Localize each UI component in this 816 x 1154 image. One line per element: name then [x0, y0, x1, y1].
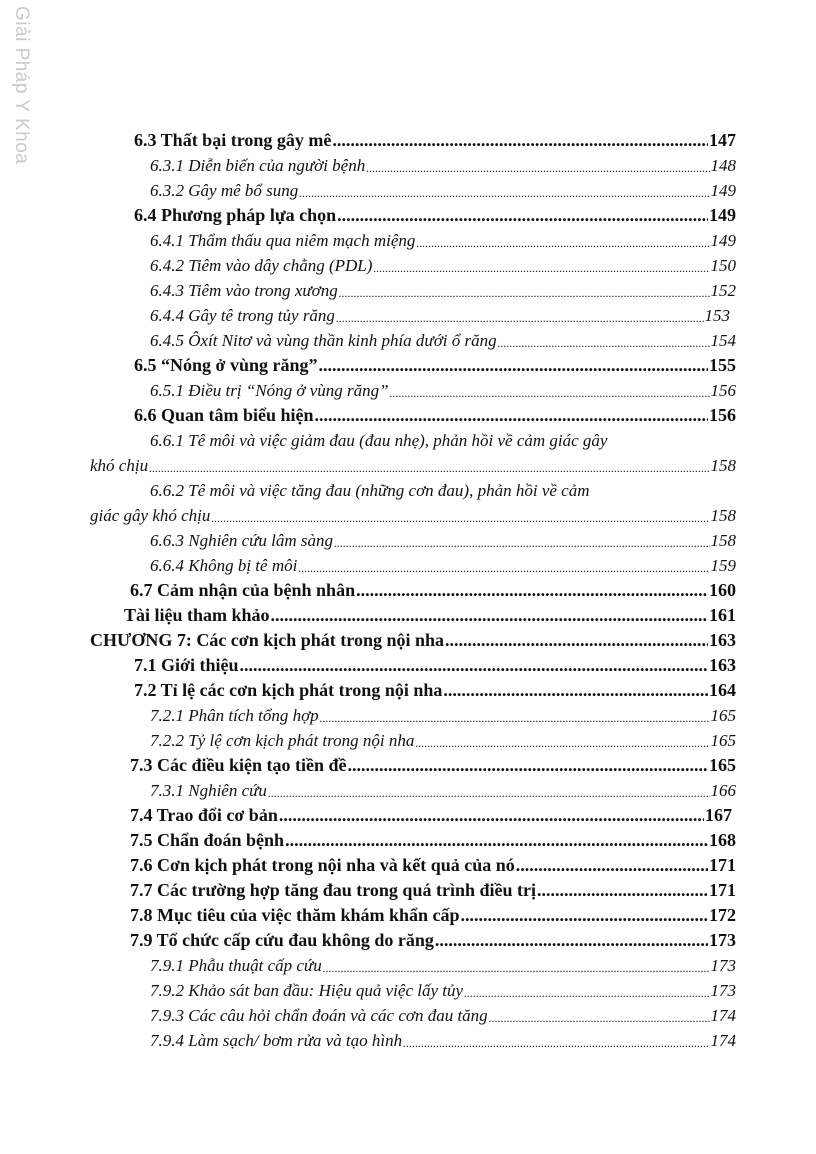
- toc-entry[interactable]: [0, 651, 816, 676]
- toc-dot-leader: [356, 580, 708, 601]
- toc-page-number: 163: [709, 630, 736, 650]
- toc-dot-leader: [464, 986, 709, 1001]
- toc-dot-leader: [537, 880, 708, 901]
- toc-dot-leader: [337, 205, 708, 226]
- toc-entry[interactable]: [0, 151, 816, 176]
- toc-dot-leader: [403, 1036, 709, 1051]
- toc-entry[interactable]: [0, 876, 816, 901]
- toc-entry[interactable]: [0, 176, 816, 201]
- toc-entry-title: 7.2.1 Phân tích tổng hợp: [150, 706, 319, 725]
- toc-dot-leader: [516, 855, 708, 876]
- toc-entry-title: 7.1 Giới thiệu: [134, 655, 239, 675]
- toc-entry[interactable]: [0, 1026, 816, 1051]
- toc-page-number: 173: [710, 956, 736, 975]
- toc-entry-title: 7.9.1 Phẫu thuật cấp cứu: [150, 956, 322, 975]
- toc-dot-leader: [415, 736, 709, 751]
- toc-dot-leader: [443, 680, 708, 701]
- toc-dot-leader: [299, 186, 709, 201]
- toc-entry-title: 7.3.1 Nghiên cứu: [150, 781, 267, 800]
- toc-dot-leader: [211, 511, 709, 526]
- toc-entry-title: 7.9 Tổ chức cấp cứu đau không do răng: [130, 930, 434, 950]
- toc-entry[interactable]: [0, 826, 816, 851]
- toc-dot-leader: [334, 536, 709, 551]
- toc-entry[interactable]: [0, 676, 816, 701]
- toc-page-number: 149: [710, 181, 736, 200]
- toc-entry[interactable]: [0, 201, 816, 226]
- toc-entry[interactable]: [0, 801, 816, 826]
- toc-page-number: 153: [704, 306, 730, 325]
- toc-dot-leader: [489, 1011, 710, 1026]
- toc-entry[interactable]: [0, 351, 816, 376]
- toc-page-number: 156: [709, 405, 736, 425]
- toc-entry-title: 7.4 Trao đổi cơ bản: [130, 805, 278, 825]
- toc-page-number: 159: [710, 556, 736, 575]
- toc-entry-title: 6.3 Thất bại trong gây mê: [134, 130, 332, 150]
- toc-entry-title: 6.3.2 Gây mê bổ sung: [150, 181, 299, 200]
- toc-entry-title: 6.3.1 Diễn biến của người bệnh: [150, 156, 366, 175]
- toc-page-number: 147: [709, 130, 736, 150]
- toc-page-number: 149: [709, 205, 736, 225]
- toc-page-number: 158: [710, 506, 736, 525]
- toc-dot-leader: [239, 655, 708, 676]
- toc-dot-leader: [435, 930, 708, 951]
- toc-entry[interactable]: [0, 901, 816, 926]
- toc-entry[interactable]: [0, 251, 816, 276]
- toc-page-number: 165: [710, 731, 736, 750]
- toc-page-number: 160: [709, 580, 736, 600]
- toc-entry-title: 6.4.1 Thẩm thấu qua niêm mạch miệng: [150, 231, 416, 250]
- toc-entry-title: 7.9.4 Làm sạch/ bơm rửa và tạo hình: [150, 1031, 403, 1050]
- toc-dot-leader: [445, 630, 708, 651]
- toc-entry[interactable]: [0, 226, 816, 251]
- toc-entry-title: 7.9.2 Khảo sát ban đầu: Hiệu quả việc lấy tủy: [150, 981, 464, 1000]
- toc-page-number: 165: [710, 706, 736, 725]
- toc-entry[interactable]: [0, 1001, 816, 1026]
- toc-dot-leader: [366, 161, 709, 176]
- toc-page-number: 171: [709, 880, 736, 900]
- toc-entry[interactable]: [0, 401, 816, 426]
- toc-entry-title: 6.4.2 Tiêm vào dây chằng (PDL): [150, 256, 373, 275]
- toc-entry[interactable]: [0, 751, 816, 776]
- watermark-text: Giải Pháp Y Khoa: [11, 6, 32, 165]
- toc-page-number: 158: [710, 456, 736, 475]
- toc-page-number: 163: [709, 655, 736, 675]
- toc-page-number: 172: [709, 905, 736, 925]
- toc-dot-leader: [498, 336, 710, 351]
- toc-entry-title: 6.4.4 Gây tê trong tủy răng: [150, 306, 335, 325]
- toc-dot-leader: [315, 405, 708, 426]
- toc-entry[interactable]: [0, 376, 816, 401]
- toc-entry-first-line: 6.6.1 Tê môi và việc giảm đau (đau nhẹ), phản hồi về cảm giác gây: [150, 431, 608, 450]
- table-of-contents: [0, 126, 816, 1051]
- toc-dot-leader: [268, 786, 710, 801]
- toc-dot-leader: [332, 130, 708, 151]
- toc-page-number: 154: [710, 331, 736, 350]
- toc-entry[interactable]: [0, 776, 816, 801]
- toc-dot-leader: [323, 961, 710, 976]
- toc-page-number: 165: [709, 755, 736, 775]
- toc-page-number: 161: [709, 605, 736, 625]
- toc-entry[interactable]: [0, 326, 816, 351]
- toc-dot-leader: [336, 311, 704, 326]
- toc-page-number: 148: [710, 156, 736, 175]
- toc-dot-leader: [279, 805, 704, 826]
- toc-entry[interactable]: [0, 601, 816, 626]
- toc-page-number: 173: [710, 981, 736, 1000]
- toc-entry[interactable]: [0, 976, 816, 1001]
- toc-page-number: 168: [709, 830, 736, 850]
- toc-entry-title: 7.3 Các điều kiện tạo tiền đề: [130, 755, 347, 775]
- toc-page-number: 167: [705, 805, 732, 825]
- toc-entry[interactable]: [0, 526, 816, 551]
- toc-page-number: 156: [710, 381, 736, 400]
- toc-entry[interactable]: [0, 726, 816, 751]
- toc-dot-leader: [416, 236, 709, 251]
- toc-dot-leader: [285, 830, 708, 851]
- toc-page-number: 171: [709, 855, 736, 875]
- toc-entry-title: giác gây khó chịu: [90, 506, 211, 525]
- toc-entry[interactable]: [0, 576, 816, 601]
- toc-page-number: 173: [709, 930, 736, 950]
- toc-entry-title: 7.5 Chẩn đoán bệnh: [130, 830, 285, 850]
- toc-entry-title: 6.5.1 Điều trị “Nóng ở vùng răng”: [150, 381, 389, 400]
- toc-entry-title: 7.6 Cơn kịch phát trong nội nha và kết quả của nó: [130, 855, 515, 875]
- toc-entry-first-line: 6.6.2 Tê môi và việc tăng đau (những cơn đau), phản hồi về cảm: [150, 481, 590, 500]
- toc-entry-title: 6.4 Phương pháp lựa chọn: [134, 205, 337, 225]
- toc-page-number: 158: [710, 531, 736, 550]
- toc-page-number: 174: [710, 1031, 736, 1050]
- toc-entry-title: CHƯƠNG 7: Các cơn kịch phát trong nội nha: [90, 630, 445, 650]
- toc-entry-title: 7.2 Tỉ lệ các cơn kịch phát trong nội nha: [134, 680, 443, 700]
- toc-page-number: 166: [710, 781, 736, 800]
- toc-entry[interactable]: [0, 626, 816, 651]
- toc-dot-leader: [271, 605, 708, 626]
- toc-entry[interactable]: [0, 126, 816, 151]
- toc-entry-title: 7.9.3 Các câu hỏi chẩn đoán và các cơn đau tăng: [150, 1006, 488, 1025]
- toc-dot-leader: [149, 461, 709, 476]
- toc-page-number: 150: [710, 256, 736, 275]
- toc-dot-leader: [339, 286, 710, 301]
- toc-dot-leader: [461, 905, 708, 926]
- toc-page-number: 149: [710, 231, 736, 250]
- toc-entry[interactable]: [0, 551, 816, 576]
- toc-entry-title: Tài liệu tham khảo: [124, 605, 270, 625]
- toc-page-number: 155: [709, 355, 736, 375]
- toc-entry-title: 6.7 Cảm nhận của bệnh nhân: [130, 580, 356, 600]
- toc-entry-title: 7.7 Các trường hợp tăng đau trong quá trình điều trị: [130, 880, 536, 900]
- toc-entry[interactable]: [0, 276, 816, 301]
- toc-entry-title: 6.4.3 Tiêm vào trong xương: [150, 281, 338, 300]
- toc-entry[interactable]: [0, 451, 816, 476]
- toc-entry-title: 6.5 “Nóng ở vùng răng”: [134, 355, 318, 375]
- toc-entry[interactable]: [0, 301, 816, 326]
- toc-dot-leader: [298, 561, 709, 576]
- toc-entry[interactable]: [0, 501, 816, 526]
- toc-entry[interactable]: [0, 951, 816, 976]
- toc-entry-title: 6.6.4 Không bị tê môi: [150, 556, 298, 575]
- toc-entry-title: khó chịu: [90, 456, 149, 475]
- toc-entry-title: 6.6.3 Nghiên cứu lâm sàng: [150, 531, 334, 550]
- toc-page-number: 164: [709, 680, 736, 700]
- toc-page-number: 174: [710, 1006, 736, 1025]
- toc-page-number: 152: [710, 281, 736, 300]
- toc-dot-leader: [320, 711, 710, 726]
- toc-dot-leader: [319, 355, 709, 376]
- toc-entry-title: 7.8 Mục tiêu của việc thăm khám khẩn cấp: [130, 905, 460, 925]
- toc-entry-title: 7.2.2 Tỷ lệ cơn kịch phát trong nội nha: [150, 731, 415, 750]
- toc-dot-leader: [373, 261, 709, 276]
- toc-entry[interactable]: [0, 926, 816, 951]
- toc-entry[interactable]: [0, 851, 816, 876]
- toc-entry[interactable]: [0, 701, 816, 726]
- toc-dot-leader: [348, 755, 708, 776]
- toc-entry-title: 6.4.5 Ôxít Nitơ và vùng thần kinh phía dưới ổ răng: [150, 331, 497, 350]
- toc-entry-title: 6.6 Quan tâm biểu hiện: [134, 405, 314, 425]
- toc-dot-leader: [390, 386, 710, 401]
